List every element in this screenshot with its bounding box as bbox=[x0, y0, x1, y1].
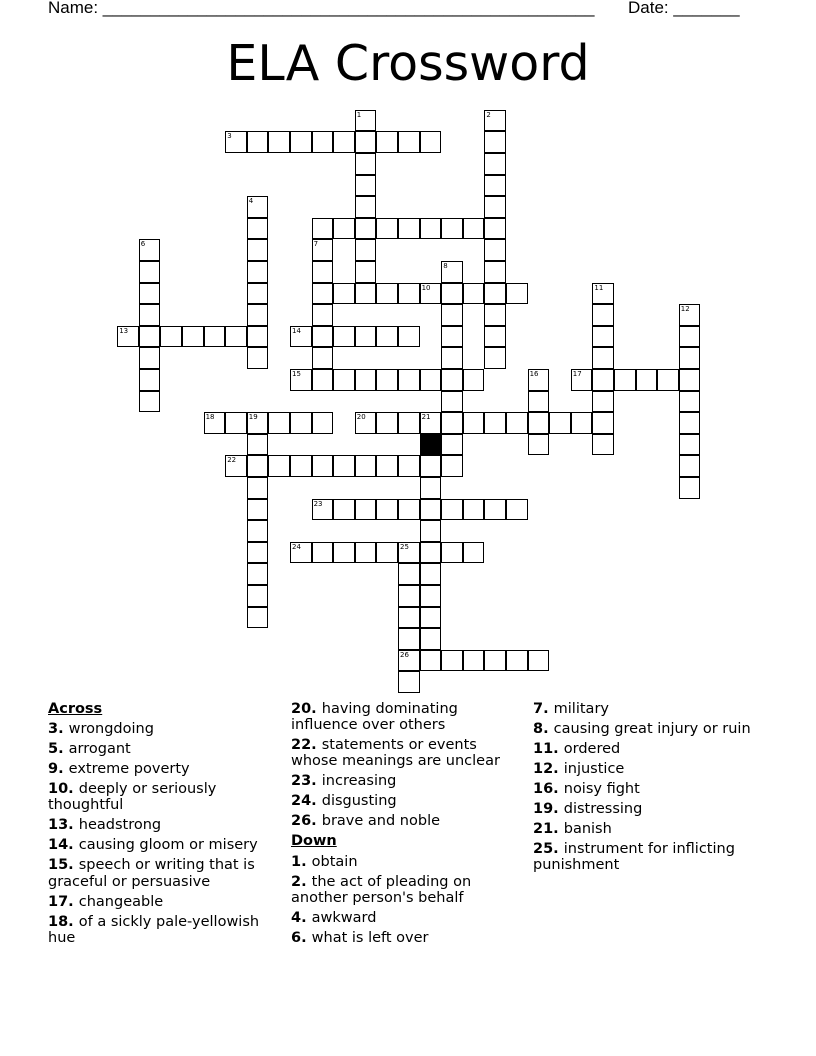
grid-cell[interactable] bbox=[247, 455, 269, 477]
clue-num: 2. bbox=[291, 873, 312, 890]
down-clue bbox=[533, 761, 765, 777]
grid-cell[interactable] bbox=[312, 304, 334, 326]
grid-cell[interactable] bbox=[333, 455, 355, 477]
across-heading: Across bbox=[48, 701, 103, 717]
grid-cell[interactable] bbox=[268, 131, 290, 153]
clue-text: increasing bbox=[321, 773, 397, 790]
across-clue bbox=[48, 894, 280, 910]
down-clue bbox=[533, 701, 765, 717]
across-clue bbox=[291, 737, 523, 769]
clue-num: 18. bbox=[48, 913, 79, 930]
grid-cell[interactable] bbox=[420, 628, 442, 650]
clue-number: 12 bbox=[680, 305, 690, 314]
clue-text: causing great injury or ruin bbox=[553, 721, 751, 737]
clue-num: 5. bbox=[48, 741, 69, 758]
grid-cell[interactable] bbox=[549, 412, 571, 434]
grid-cell[interactable] bbox=[290, 455, 312, 477]
clue-num: 24. bbox=[291, 793, 322, 810]
clue-text: instrument for inflicting punishment bbox=[533, 841, 735, 874]
grid-cell[interactable] bbox=[484, 261, 506, 283]
grid-cell[interactable] bbox=[376, 412, 398, 434]
grid-cell[interactable] bbox=[441, 218, 463, 240]
clue-text: noisy fight bbox=[563, 781, 640, 797]
grid-cell[interactable] bbox=[398, 326, 420, 348]
grid-cell[interactable] bbox=[420, 585, 442, 607]
grid-cell[interactable] bbox=[247, 499, 269, 521]
grid-cell[interactable] bbox=[441, 391, 463, 413]
grid-cell[interactable] bbox=[398, 218, 420, 240]
grid-cell[interactable] bbox=[592, 304, 614, 326]
grid-cell[interactable] bbox=[398, 671, 420, 693]
grid-cell[interactable] bbox=[463, 412, 485, 434]
grid-cell[interactable] bbox=[268, 455, 290, 477]
grid-cell[interactable] bbox=[528, 650, 550, 672]
page-title: ELA Crossword bbox=[226, 35, 590, 92]
across-clue bbox=[291, 793, 523, 809]
grid-cell[interactable] bbox=[355, 369, 377, 391]
grid-cell[interactable] bbox=[420, 412, 442, 434]
grid-cell[interactable] bbox=[420, 542, 442, 564]
grid-cell[interactable] bbox=[420, 607, 442, 629]
grid-cell[interactable] bbox=[247, 542, 269, 564]
grid-cell[interactable] bbox=[333, 218, 355, 240]
grid-cell[interactable] bbox=[160, 326, 182, 348]
clue-num: 14. bbox=[48, 837, 79, 854]
grid-cell[interactable] bbox=[441, 304, 463, 326]
grid-cell[interactable] bbox=[420, 499, 442, 521]
grid-cell[interactable] bbox=[420, 131, 442, 153]
clue-text: causing gloom or misery bbox=[78, 837, 258, 854]
clue-number: 1 bbox=[356, 110, 362, 119]
grid-cell[interactable] bbox=[139, 347, 161, 369]
grid-cell[interactable] bbox=[679, 455, 701, 477]
grid-cell[interactable] bbox=[247, 218, 269, 240]
grid-cell[interactable] bbox=[139, 369, 161, 391]
grid-cell[interactable] bbox=[484, 131, 506, 153]
clue-number: 8 bbox=[443, 262, 448, 270]
grid-cell[interactable] bbox=[355, 499, 377, 521]
grid-cell[interactable] bbox=[592, 412, 614, 434]
grid-cell[interactable] bbox=[441, 434, 463, 456]
black-square bbox=[420, 434, 442, 456]
grid-cell[interactable] bbox=[376, 218, 398, 240]
grid-cell[interactable] bbox=[506, 412, 528, 434]
down-clue bbox=[533, 781, 765, 797]
clue-num: 19. bbox=[533, 801, 564, 817]
clue-text: the act of pleading on another person's behalf bbox=[291, 873, 472, 906]
grid-cell[interactable] bbox=[376, 131, 398, 153]
clue-text: headstrong bbox=[78, 817, 162, 834]
clue-number: 25 bbox=[400, 542, 409, 551]
grid-cell[interactable] bbox=[117, 326, 139, 348]
grid-cell[interactable] bbox=[312, 131, 334, 153]
grid-cell[interactable] bbox=[657, 369, 679, 391]
grid-cell[interactable] bbox=[290, 131, 312, 153]
grid-cell[interactable] bbox=[268, 412, 290, 434]
grid-cell[interactable] bbox=[484, 110, 506, 132]
clue-num: 9. bbox=[48, 761, 69, 778]
grid-cell[interactable] bbox=[247, 196, 269, 218]
grid-cell[interactable] bbox=[398, 607, 420, 629]
grid-cell[interactable] bbox=[139, 326, 161, 348]
clue-num: 8. bbox=[533, 721, 554, 737]
grid-cell[interactable] bbox=[139, 239, 161, 261]
grid-cell[interactable] bbox=[333, 283, 355, 305]
clue-text: injustice bbox=[563, 761, 625, 777]
down-clue bbox=[291, 930, 523, 946]
date-field[interactable]: Date: _______ bbox=[628, 0, 740, 17]
clue-text: statements or events whose meanings are unclear bbox=[291, 737, 500, 770]
grid-cell[interactable] bbox=[441, 542, 463, 564]
clue-num: 3. bbox=[48, 721, 69, 738]
grid-cell[interactable] bbox=[333, 326, 355, 348]
grid-cell[interactable] bbox=[463, 650, 485, 672]
across-clue bbox=[291, 813, 523, 829]
grid-cell[interactable] bbox=[592, 283, 614, 305]
grid-cell[interactable] bbox=[247, 585, 269, 607]
grid-cell[interactable] bbox=[484, 196, 506, 218]
clue-text: disgusting bbox=[321, 793, 397, 810]
grid-cell[interactable] bbox=[679, 326, 701, 348]
across-clue bbox=[48, 837, 280, 853]
grid-cell[interactable] bbox=[139, 261, 161, 283]
grid-cell[interactable] bbox=[247, 261, 269, 283]
grid-cell[interactable] bbox=[420, 455, 442, 477]
grid-cell[interactable] bbox=[355, 542, 377, 564]
down-clue bbox=[533, 821, 765, 837]
clue-number: 6 bbox=[140, 240, 146, 249]
grid-cell[interactable] bbox=[355, 283, 377, 305]
clue-number: 21 bbox=[421, 413, 431, 422]
grid-cell[interactable] bbox=[463, 499, 485, 521]
clue-num: 1. bbox=[291, 853, 312, 870]
clue-num: 25. bbox=[533, 841, 564, 857]
grid-cell[interactable] bbox=[398, 131, 420, 153]
grid-cell[interactable] bbox=[441, 455, 463, 477]
grid-cell[interactable] bbox=[333, 499, 355, 521]
grid-cell[interactable] bbox=[441, 261, 463, 283]
grid-cell[interactable] bbox=[355, 412, 377, 434]
clue-number: 20 bbox=[356, 413, 366, 422]
grid-cell[interactable] bbox=[441, 412, 463, 434]
grid-cell[interactable] bbox=[355, 196, 377, 218]
clue-text: distressing bbox=[563, 801, 643, 817]
clue-num: 11. bbox=[533, 741, 564, 757]
down-clue bbox=[533, 841, 765, 873]
name-field[interactable]: Name: ____________________________________________________ bbox=[48, 0, 595, 17]
grid-cell[interactable] bbox=[506, 650, 528, 672]
clue-column-3 bbox=[533, 701, 765, 877]
grid-cell[interactable] bbox=[312, 326, 334, 348]
grid-cell[interactable] bbox=[420, 520, 442, 542]
grid-cell[interactable] bbox=[398, 585, 420, 607]
grid-cell[interactable] bbox=[506, 283, 528, 305]
grid-cell[interactable] bbox=[484, 283, 506, 305]
clue-number: 23 bbox=[313, 499, 323, 508]
grid-cell[interactable] bbox=[441, 499, 463, 521]
grid-cell[interactable] bbox=[463, 218, 485, 240]
down-clue bbox=[533, 741, 765, 757]
clue-text: having dominating influence over others bbox=[291, 701, 458, 734]
clue-text: military bbox=[553, 701, 609, 717]
grid-cell[interactable] bbox=[679, 347, 701, 369]
down-clue bbox=[291, 874, 523, 906]
grid-cell[interactable] bbox=[420, 369, 442, 391]
grid-cell[interactable] bbox=[484, 218, 506, 240]
grid-cell[interactable] bbox=[290, 412, 312, 434]
down-clue bbox=[533, 721, 765, 737]
grid-cell[interactable] bbox=[247, 520, 269, 542]
clue-text: banish bbox=[563, 821, 612, 837]
grid-cell[interactable] bbox=[355, 131, 377, 153]
grid-cell[interactable] bbox=[528, 369, 550, 391]
grid-cell[interactable] bbox=[225, 412, 247, 434]
grid-cell[interactable] bbox=[247, 239, 269, 261]
clue-num: 17. bbox=[48, 893, 79, 910]
across-clue bbox=[48, 741, 280, 757]
grid-cell[interactable] bbox=[312, 239, 334, 261]
grid-cell[interactable] bbox=[679, 412, 701, 434]
clue-text: speech or writing that is graceful or persuasive bbox=[48, 857, 255, 890]
grid-cell[interactable] bbox=[247, 326, 269, 348]
grid-cell[interactable] bbox=[355, 455, 377, 477]
grid-cell[interactable] bbox=[528, 412, 550, 434]
grid-cell[interactable] bbox=[204, 326, 226, 348]
clue-number: 3 bbox=[227, 132, 232, 141]
grid-cell[interactable] bbox=[139, 283, 161, 305]
grid-cell[interactable] bbox=[592, 347, 614, 369]
grid-cell[interactable] bbox=[312, 369, 334, 391]
grid-cell[interactable] bbox=[139, 304, 161, 326]
grid-cell[interactable] bbox=[398, 563, 420, 585]
clue-column-2 bbox=[291, 701, 523, 950]
clue-number: 14 bbox=[292, 326, 301, 335]
grid-cell[interactable] bbox=[420, 563, 442, 585]
grid-cell[interactable] bbox=[484, 412, 506, 434]
grid-cell[interactable] bbox=[376, 326, 398, 348]
grid-cell[interactable] bbox=[420, 650, 442, 672]
clue-number: 17 bbox=[572, 370, 582, 378]
down-heading: Down bbox=[291, 833, 337, 850]
clue-num: 7. bbox=[533, 701, 554, 717]
clue-column-1 bbox=[48, 701, 280, 950]
clue-text: extreme poverty bbox=[68, 761, 190, 778]
grid-cell[interactable] bbox=[247, 412, 269, 434]
grid-cell[interactable] bbox=[398, 650, 420, 672]
grid-cell[interactable] bbox=[333, 369, 355, 391]
grid-cell[interactable] bbox=[225, 326, 247, 348]
clue-number: 15 bbox=[292, 370, 301, 378]
across-clue bbox=[291, 701, 523, 733]
across-clue bbox=[48, 721, 280, 737]
grid-cell[interactable] bbox=[484, 650, 506, 672]
clue-text: brave and noble bbox=[321, 813, 441, 830]
grid-cell[interactable] bbox=[398, 628, 420, 650]
grid-cell[interactable] bbox=[247, 607, 269, 629]
across-clue bbox=[48, 857, 280, 889]
grid-cell[interactable] bbox=[592, 369, 614, 391]
grid-cell[interactable] bbox=[679, 369, 701, 391]
clue-number: 11 bbox=[594, 283, 604, 292]
grid-cell[interactable] bbox=[441, 283, 463, 305]
grid-cell[interactable] bbox=[528, 434, 550, 456]
grid-cell[interactable] bbox=[398, 542, 420, 564]
grid-cell[interactable] bbox=[679, 434, 701, 456]
clue-num: 6. bbox=[291, 929, 312, 946]
grid-cell[interactable] bbox=[247, 304, 269, 326]
down-clue bbox=[291, 854, 523, 870]
grid-cell[interactable] bbox=[484, 304, 506, 326]
clue-number: 4 bbox=[248, 197, 254, 206]
grid-cell[interactable] bbox=[312, 218, 334, 240]
across-clue bbox=[48, 914, 280, 946]
grid-cell[interactable] bbox=[463, 542, 485, 564]
grid-cell[interactable] bbox=[679, 391, 701, 413]
grid-cell[interactable] bbox=[484, 239, 506, 261]
grid-cell[interactable] bbox=[182, 326, 204, 348]
grid-cell[interactable] bbox=[484, 175, 506, 197]
grid-cell[interactable] bbox=[679, 477, 701, 499]
clue-num: 15. bbox=[48, 857, 79, 874]
grid-cell[interactable] bbox=[247, 131, 269, 153]
grid-cell[interactable] bbox=[441, 326, 463, 348]
clue-num: 23. bbox=[291, 773, 322, 790]
grid-cell[interactable] bbox=[225, 131, 247, 153]
clue-num: 26. bbox=[291, 813, 322, 830]
grid-cell[interactable] bbox=[355, 239, 377, 261]
grid-cell[interactable] bbox=[420, 477, 442, 499]
grid-cell[interactable] bbox=[247, 477, 269, 499]
clue-num: 16. bbox=[533, 781, 564, 797]
clue-text: of a sickly pale-yellowish hue bbox=[48, 913, 260, 946]
clue-number: 16 bbox=[529, 370, 539, 378]
grid-cell[interactable] bbox=[312, 283, 334, 305]
grid-cell[interactable] bbox=[333, 131, 355, 153]
across-clue bbox=[48, 761, 280, 777]
grid-cell[interactable] bbox=[592, 391, 614, 413]
clue-num: 20. bbox=[291, 701, 322, 717]
grid-cell[interactable] bbox=[636, 369, 658, 391]
across-clue bbox=[48, 817, 280, 833]
clue-text: obtain bbox=[311, 853, 358, 870]
grid-cell[interactable] bbox=[355, 110, 377, 132]
grid-cell[interactable] bbox=[571, 369, 593, 391]
clue-text: ordered bbox=[563, 741, 621, 757]
grid-cell[interactable] bbox=[204, 412, 226, 434]
grid-cell[interactable] bbox=[139, 391, 161, 413]
clue-num: 22. bbox=[291, 737, 322, 754]
grid-cell[interactable] bbox=[355, 218, 377, 240]
grid-cell[interactable] bbox=[484, 326, 506, 348]
grid-cell[interactable] bbox=[528, 391, 550, 413]
grid-cell[interactable] bbox=[441, 369, 463, 391]
clue-number: 7 bbox=[313, 240, 319, 249]
grid-cell[interactable] bbox=[225, 455, 247, 477]
grid-cell[interactable] bbox=[247, 434, 269, 456]
clue-number: 19 bbox=[248, 413, 258, 422]
grid-cell[interactable] bbox=[333, 542, 355, 564]
grid-cell[interactable] bbox=[247, 347, 269, 369]
clue-number: 13 bbox=[119, 326, 129, 335]
grid-cell[interactable] bbox=[312, 455, 334, 477]
grid-cell[interactable] bbox=[614, 369, 636, 391]
grid-cell[interactable] bbox=[484, 499, 506, 521]
clue-number: 2 bbox=[486, 110, 491, 119]
clue-text: arrogant bbox=[68, 741, 131, 758]
grid-cell[interactable] bbox=[463, 369, 485, 391]
grid-cell[interactable] bbox=[312, 347, 334, 369]
grid-cell[interactable] bbox=[441, 650, 463, 672]
clue-number: 22 bbox=[227, 456, 237, 465]
grid-cell[interactable] bbox=[247, 283, 269, 305]
across-clue bbox=[48, 781, 280, 813]
clue-number: 18 bbox=[205, 413, 215, 422]
clue-number: 10 bbox=[421, 283, 431, 292]
clue-text: what is left over bbox=[311, 929, 429, 946]
grid-cell[interactable] bbox=[247, 563, 269, 585]
grid-cell[interactable] bbox=[312, 499, 334, 521]
grid-cell[interactable] bbox=[376, 369, 398, 391]
grid-cell[interactable] bbox=[679, 304, 701, 326]
grid-cell[interactable] bbox=[376, 283, 398, 305]
clue-num: 10. bbox=[48, 781, 79, 798]
grid-cell[interactable] bbox=[355, 175, 377, 197]
grid-cell[interactable] bbox=[420, 218, 442, 240]
grid-cell[interactable] bbox=[506, 499, 528, 521]
grid-cell[interactable] bbox=[355, 326, 377, 348]
grid-cell[interactable] bbox=[398, 499, 420, 521]
down-clue bbox=[291, 910, 523, 926]
clue-num: 4. bbox=[291, 909, 312, 926]
grid-cell[interactable] bbox=[290, 326, 312, 348]
grid-cell[interactable] bbox=[398, 369, 420, 391]
down-clue bbox=[533, 801, 765, 817]
grid-cell[interactable] bbox=[312, 412, 334, 434]
grid-cell[interactable] bbox=[398, 455, 420, 477]
clue-num: 21. bbox=[533, 821, 564, 837]
grid-cell[interactable] bbox=[484, 347, 506, 369]
clue-text: changeable bbox=[78, 893, 164, 910]
clue-number: 26 bbox=[400, 650, 409, 659]
grid-cell[interactable] bbox=[376, 499, 398, 521]
clue-num: 12. bbox=[533, 761, 564, 777]
grid-cell[interactable] bbox=[376, 455, 398, 477]
grid-cell[interactable] bbox=[463, 283, 485, 305]
grid-cell[interactable] bbox=[398, 283, 420, 305]
grid-cell[interactable] bbox=[398, 412, 420, 434]
grid-cell[interactable] bbox=[290, 369, 312, 391]
grid-cell[interactable] bbox=[592, 434, 614, 456]
grid-cell[interactable] bbox=[376, 542, 398, 564]
clue-text: deeply or seriously thoughtful bbox=[48, 781, 217, 814]
grid-cell[interactable] bbox=[312, 542, 334, 564]
grid-cell[interactable] bbox=[290, 542, 312, 564]
clue-num: 13. bbox=[48, 817, 79, 834]
clue-number: 24 bbox=[292, 542, 301, 551]
clue-text: awkward bbox=[311, 909, 377, 926]
grid-cell[interactable] bbox=[355, 261, 377, 283]
across-clue bbox=[291, 773, 523, 789]
clue-text: wrongdoing bbox=[68, 721, 154, 738]
grid-cell[interactable] bbox=[571, 412, 593, 434]
grid-cell[interactable] bbox=[355, 153, 377, 175]
grid-cell[interactable] bbox=[312, 261, 334, 283]
grid-cell[interactable] bbox=[484, 153, 506, 175]
grid-cell[interactable] bbox=[420, 283, 442, 305]
grid-cell[interactable] bbox=[592, 326, 614, 348]
grid-cell[interactable] bbox=[441, 347, 463, 369]
